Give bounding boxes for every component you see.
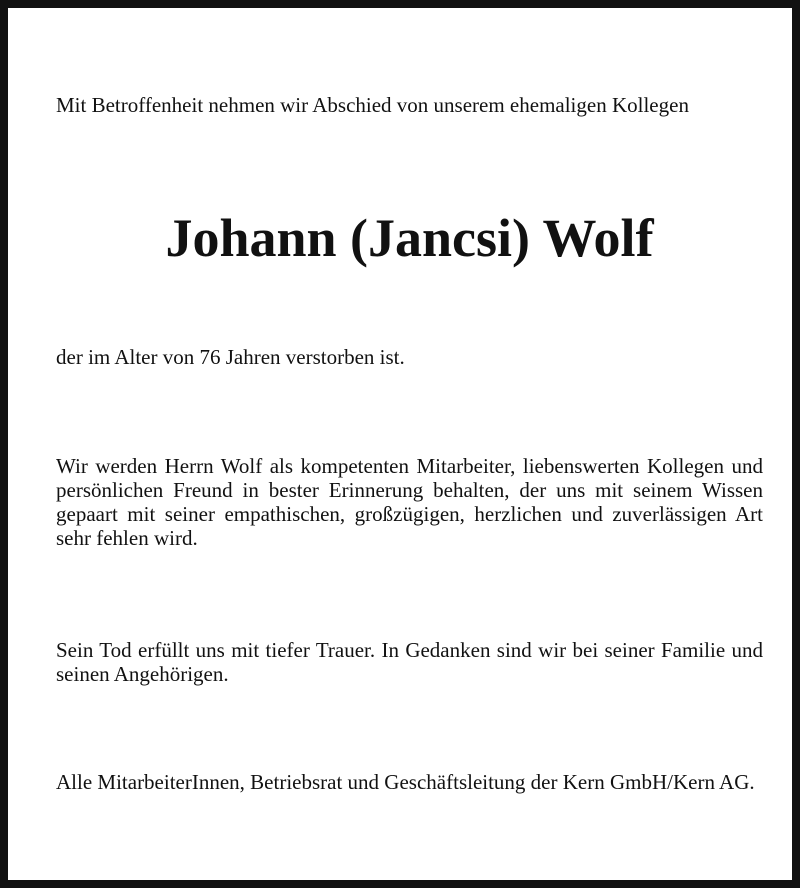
grief-text: Sein Tod erfüllt uns mit tiefer Trauer. In Gedanken sind wir bei seiner Familie und seinen Angehörigen.: [56, 638, 763, 686]
age-statement: der im Alter von 76 Jahren verstorben ist.: [56, 345, 405, 369]
signature-text: Alle MitarbeiterInnen, Betriebsrat und Geschäftsleitung der Kern GmbH/Kern AG.: [56, 770, 755, 794]
tribute-text: Wir werden Herrn Wolf als kompetenten Mitarbeiter, liebenswerten Kollegen und persönlichen Freund in bester Erinnerung behalten, der uns mit seinem Wissen gepaart mit seiner empathischen, großzügigen, herzlichen und zuverlässigen Art sehr fehlen wird.: [56, 454, 763, 550]
deceased-name: Johann (Jancsi) Wolf: [165, 208, 654, 268]
intro-text: Mit Betroffenheit nehmen wir Abschied von unserem ehemaligen Kollegen: [56, 93, 689, 117]
